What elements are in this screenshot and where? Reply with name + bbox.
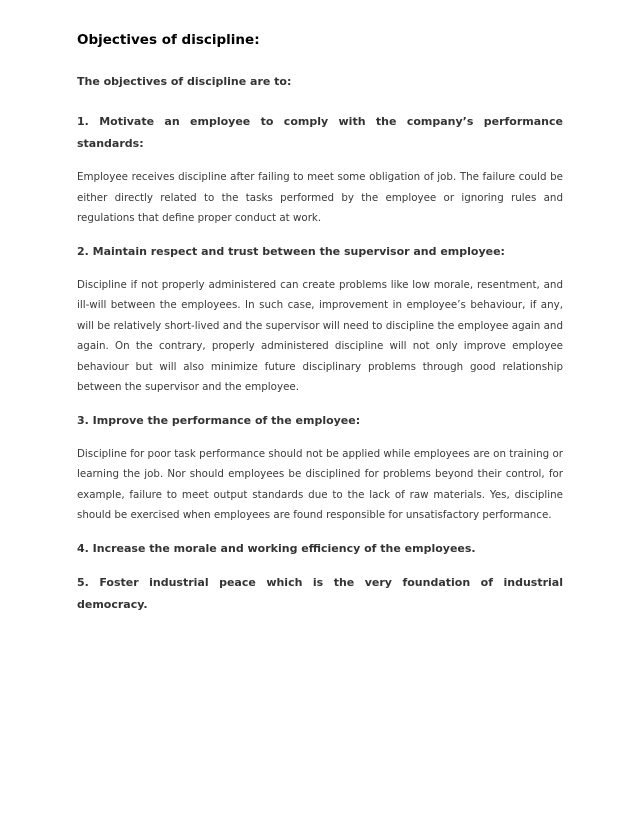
objective-5 <box>77 572 563 616</box>
objective-heading: 3. Improve the performance of the employee: <box>77 413 361 427</box>
objective-3 <box>77 410 563 526</box>
objective-heading: 4. Increase the morale and working efficiency of the employees. <box>77 541 476 555</box>
document-title: Objectives of discipline: <box>77 32 260 48</box>
document-page <box>77 30 563 628</box>
objective-4 <box>77 538 563 560</box>
intro-text: The objectives of discipline are to: <box>77 75 292 88</box>
objective-body: Discipline for poor task performance should not be applied while employees are on training or learning the job. Nor should employees be disciplined for problems beyond their control, for example, failure to meet output standards due to the lack of raw materials. Yes, discipline should be exercised when employees are found responsible for unsatisfactory performance. <box>77 447 563 521</box>
objective-body: Discipline if not properly administered can create problems like low morale, resentment, and ill-will between the employees. In such case, improvement in employee’s behaviour, if any, will be relatively short-lived and the supervisor will need to discipline the employee again and again. On the contrary, properly administered discipline will not only improve employee behaviour but will also minimize future disciplinary problems through good relationship between the supervisor and the employee. <box>77 278 563 393</box>
objective-heading: 1. Motivate an employee to comply with the company’s performance standards: <box>77 115 563 150</box>
objective-1 <box>77 111 563 229</box>
objective-heading: 2. Maintain respect and trust between the supervisor and employee: <box>77 244 505 258</box>
objective-2 <box>77 241 563 398</box>
objective-body: Employee receives discipline after failing to meet some obligation of job. The failure could be either directly related to the tasks performed by the employee or ignoring rules and regulations that define proper conduct at work. <box>77 171 563 224</box>
objective-heading: 5. Foster industrial peace which is the very foundation of industrial democracy. <box>77 575 563 611</box>
